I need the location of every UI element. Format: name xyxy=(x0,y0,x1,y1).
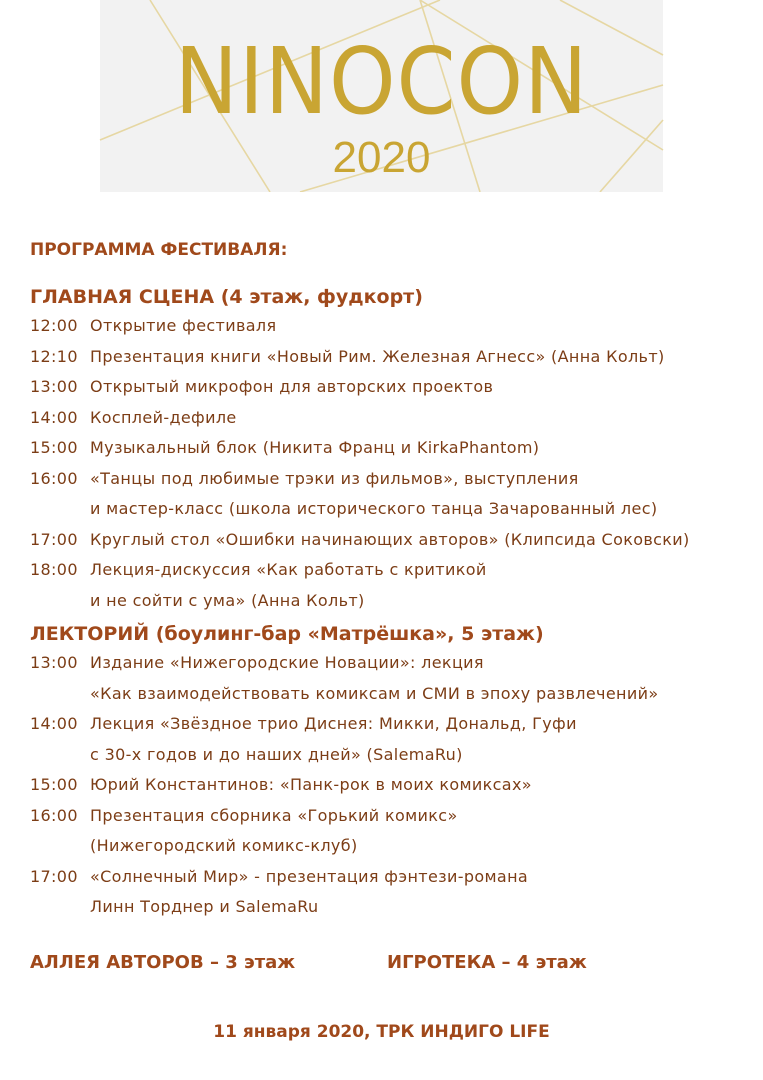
schedule-text-continued: (Нижегородский комикс-клуб) xyxy=(90,836,358,855)
festival-logo: NINOCON xyxy=(174,28,589,135)
schedule-item xyxy=(30,801,750,832)
header-banner xyxy=(0,0,763,192)
schedule-text: Открытие фестиваля xyxy=(90,316,277,335)
schedule-text: Косплей-дефиле xyxy=(90,407,237,427)
schedule-time: 13:00 xyxy=(30,377,78,396)
schedule-text: «Танцы под любимые трэки из фильмов», выступления xyxy=(90,468,579,488)
schedule-time: 12:10 xyxy=(30,346,78,366)
schedule-time: 17:00 xyxy=(30,866,78,886)
schedule-item xyxy=(30,862,750,893)
schedule-text-continued: Линн Торднер и SalemaRu xyxy=(90,897,319,916)
main-stage-schedule xyxy=(30,311,750,616)
schedule-text: Издание «Нижегородские Новации»: лекция xyxy=(90,653,484,672)
schedule-text: Лекция-дискуссия «Как работать с критикой xyxy=(90,560,487,579)
extra-zones xyxy=(30,952,750,980)
schedule-text: Презентация книги «Новый Рим. Железная Агнесс» (Анна Кольт) xyxy=(90,346,665,366)
program-title: ПРОГРАММА ФЕСТИВАЛЯ: xyxy=(30,240,288,260)
schedule-text-continued: «Как взаимодействовать комиксам и СМИ в эпоху развлечений» xyxy=(90,683,659,703)
schedule-text: Музыкальный блок (Никита Франц и KirkaPhantom) xyxy=(90,438,540,457)
schedule-item xyxy=(30,342,750,373)
game-room-label: ИГРОТЕКА – 4 этаж xyxy=(387,952,587,973)
schedule-time: 12:00 xyxy=(30,316,78,335)
main-stage-title: ГЛАВНАЯ СЦЕНА (4 этаж, фудкорт) xyxy=(30,286,423,308)
schedule-item xyxy=(30,433,750,464)
lecture-hall-schedule xyxy=(30,648,750,923)
schedule-text: Открытый микрофон для авторских проектов xyxy=(90,377,494,396)
schedule-item xyxy=(30,372,750,403)
schedule-item xyxy=(30,555,750,586)
schedule-item xyxy=(30,709,750,740)
schedule-time: 16:00 xyxy=(30,805,78,825)
schedule-item xyxy=(30,311,750,342)
program-content xyxy=(30,237,750,923)
schedule-text: Юрий Константинов: «Панк-рок в моих комиксах» xyxy=(90,775,532,794)
festival-year: 2020 xyxy=(332,133,431,182)
schedule-item xyxy=(30,403,750,434)
schedule-time: 14:00 xyxy=(30,714,78,733)
schedule-text: Лекция «Звёздное трио Диснея: Микки, Дональд, Гуфи xyxy=(90,714,577,733)
schedule-text-continued: и мастер-класс (школа исторического танца Зачарованный лес) xyxy=(90,499,658,518)
schedule-time: 15:00 xyxy=(30,775,78,794)
schedule-time: 17:00 xyxy=(30,529,78,549)
schedule-item xyxy=(30,464,750,495)
schedule-text: Презентация сборника «Горький комикс» xyxy=(90,805,458,825)
authors-alley-label: АЛЛЕЯ АВТОРОВ – 3 этаж xyxy=(30,952,296,973)
schedule-time: 13:00 xyxy=(30,653,78,672)
schedule-item xyxy=(30,648,750,679)
schedule-text: «Солнечный Мир» - презентация фэнтези-романа xyxy=(90,866,529,886)
schedule-time: 18:00 xyxy=(30,560,78,579)
schedule-time: 14:00 xyxy=(30,407,78,427)
schedule-text-continued: с 30-х годов и до наших дней» (SalemaRu) xyxy=(90,744,463,764)
schedule-item xyxy=(30,525,750,556)
event-date-venue: 11 января 2020, ТРК ИНДИГО LIFE xyxy=(213,1022,550,1042)
schedule-item xyxy=(30,770,750,801)
schedule-text: Круглый стол «Ошибки начинающих авторов» (Клипсида Соковски) xyxy=(90,529,690,549)
schedule-time: 16:00 xyxy=(30,468,78,488)
schedule-text-continued: и не сойти с ума» (Анна Кольт) xyxy=(90,590,365,610)
lecture-hall-title: ЛЕКТОРИЙ (боулинг-бар «Матрёшка», 5 этаж) xyxy=(30,623,544,645)
schedule-time: 15:00 xyxy=(30,438,78,457)
